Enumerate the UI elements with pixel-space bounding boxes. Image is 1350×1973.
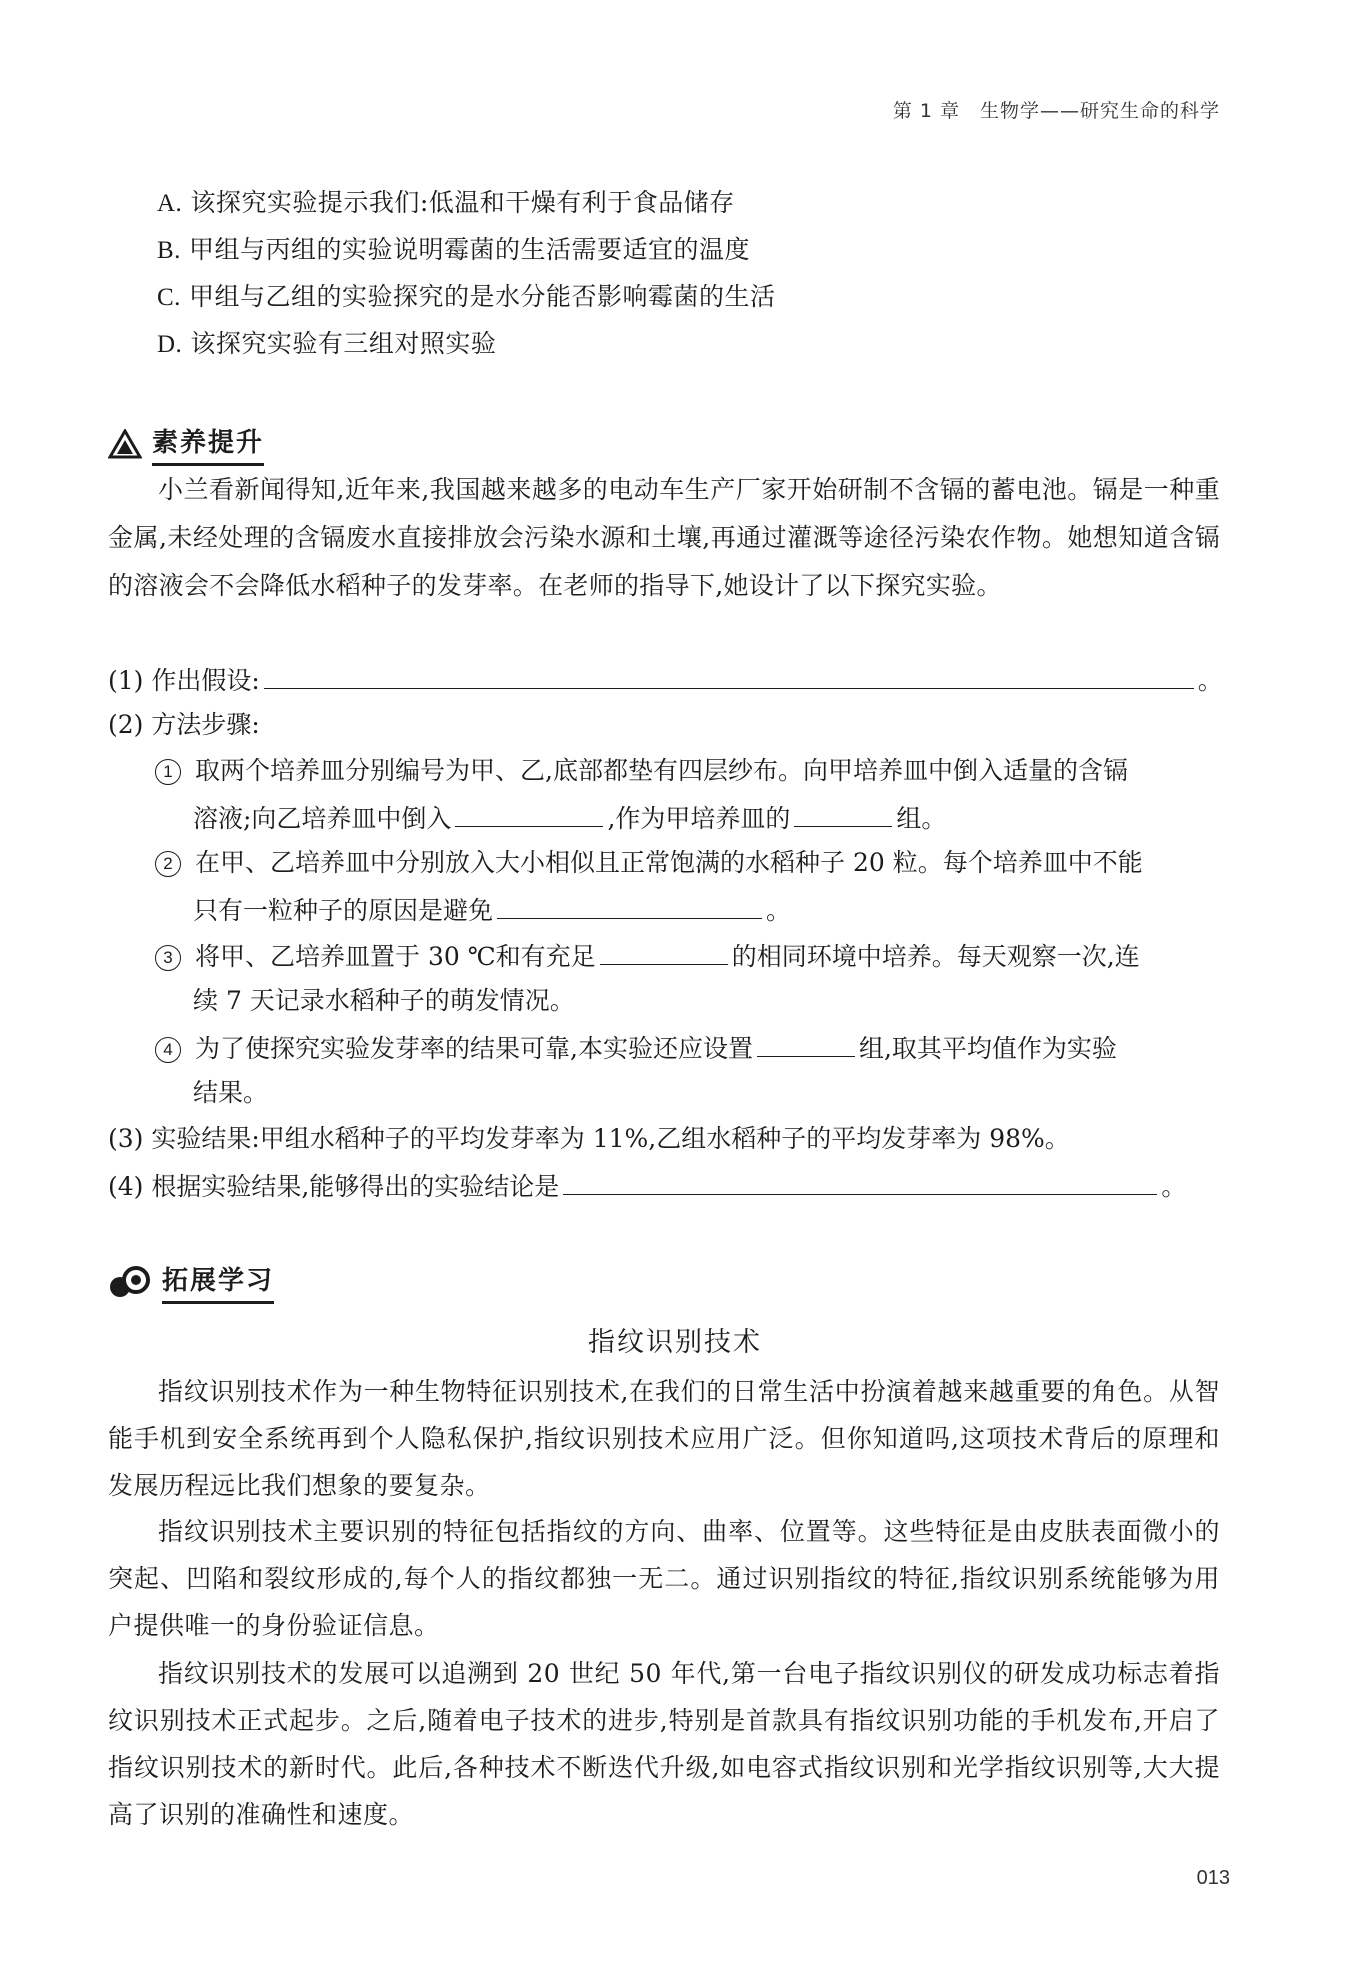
step-number: 4 xyxy=(155,1037,181,1063)
question-label: (2) 方法步骤: xyxy=(108,710,260,739)
running-header: 第 1 章 生物学——研究生命的科学 xyxy=(892,100,1220,122)
option-letter: C. xyxy=(157,284,181,311)
question-3 xyxy=(108,1122,1070,1156)
answer-blank xyxy=(757,1030,855,1057)
question-end: 。 xyxy=(1161,1172,1187,1201)
step-text: 。 xyxy=(766,896,792,925)
step-number: 3 xyxy=(155,945,181,971)
article-paragraph-1: 指纹识别技术作为一种生物特征识别技术,在我们的日常生活中扮演着越来越重要的角色。从智能手机到安全系统再到个人隐私保护,指纹识别技术应用广泛。但你知道吗,这项技术背后的原理和发展历程远比我们想象的要复杂。 xyxy=(108,1377,1220,1500)
option-d xyxy=(157,327,496,362)
answer-blank xyxy=(600,938,728,965)
question-end: 。 xyxy=(1197,666,1223,695)
question-4 xyxy=(108,1168,1186,1204)
step-text: 组,取其平均值作为实验 xyxy=(858,1034,1117,1063)
question-label: (1) 作出假设: xyxy=(108,666,260,695)
option-text: 甲组与乙组的实验探究的是水分能否影响霉菌的生活 xyxy=(188,282,776,311)
question-2 xyxy=(108,708,260,742)
article-paragraph-2: 指纹识别技术主要识别的特征包括指纹的方向、曲率、位置等。这些特征是由皮肤表面微小的突起、凹陷和裂纹形成的,每个人的指纹都独一无二。通过识别指纹的特征,指纹识别系统能够为用户提供唯一的身份验证信息。 xyxy=(108,1517,1220,1640)
option-b xyxy=(157,233,750,268)
option-text: 该探究实验有三组对照实验 xyxy=(190,329,497,358)
option-a xyxy=(157,186,735,221)
intro-paragraph: 小兰看新闻得知,近年来,我国越来越多的电动车生产厂家开始研制不含镉的蓄电池。镉是一种重金属,未经处理的含镉废水直接排放会污染水源和土壤,再通过灌溉等途径污染农作物。她想知道含镉的溶液会不会降低水稻种子的发芽率。在老师的指导下,她设计了以下探究实验。 xyxy=(108,475,1220,600)
step-text: 溶液;向乙培养皿中倒入 xyxy=(193,804,452,833)
section-heading-suyang xyxy=(108,422,264,466)
step-1-line-1 xyxy=(155,754,1128,788)
step-number: 1 xyxy=(155,759,181,785)
step-1-line-2 xyxy=(193,800,946,836)
option-letter: A. xyxy=(157,190,183,217)
option-c xyxy=(157,280,775,315)
answer-blank xyxy=(264,662,1194,689)
step-number: 2 xyxy=(155,851,181,877)
question-1 xyxy=(108,662,1223,698)
option-letter: B. xyxy=(157,237,181,264)
section-title: 拓展学习 xyxy=(162,1260,274,1304)
step-2-line-2 xyxy=(193,892,791,928)
article-title: 指纹识别技术 xyxy=(588,1327,762,1358)
section-title: 素养提升 xyxy=(152,422,264,466)
step-text: 的相同环境中培养。每天观察一次,连 xyxy=(731,942,1140,971)
triangle-icon xyxy=(108,429,142,459)
article-paragraph-3: 指纹识别技术的发展可以追溯到 20 世纪 50 年代,第一台电子指纹识别仪的研发成功标志着指纹识别技术正式起步。之后,随着电子技术的进步,特别是首款具有指纹识别功能的手机发布,开启了指纹识别技术的新时代。此后,各种技术不断迭代升级,如电容式指纹识别和光学指纹识别等,大大提高了识别的准确性和速度。 xyxy=(108,1659,1220,1829)
step-text: 结果。 xyxy=(193,1078,269,1107)
question-label: (4) 根据实验结果,能够得出的实验结论是 xyxy=(108,1172,560,1201)
step-text: 取两个培养皿分别编号为甲、乙,底部都垫有四层纱布。向甲培养皿中倒入适量的含镉 xyxy=(195,756,1128,785)
page-number: 013 xyxy=(1196,1867,1230,1889)
step-text: 在甲、乙培养皿中分别放入大小相似且正常饱满的水稻种子 20 粒。每个培养皿中不能 xyxy=(195,848,1143,877)
answer-blank xyxy=(563,1168,1157,1195)
step-text: 只有一粒种子的原因是避免 xyxy=(193,896,494,925)
step-text: 续 7 天记录水稻种子的萌发情况。 xyxy=(193,986,575,1015)
step-3-line-1 xyxy=(155,938,1140,974)
question-text: (3) 实验结果:甲组水稻种子的平均发芽率为 11%,乙组水稻种子的平均发芽率为 98%。 xyxy=(108,1124,1070,1153)
step-2-line-1 xyxy=(155,846,1143,880)
option-text: 该探究实验提示我们:低温和干燥有利于食品储存 xyxy=(190,188,735,217)
answer-blank xyxy=(497,892,762,919)
step-text: ,作为甲培养皿的 xyxy=(607,804,791,833)
option-text: 甲组与丙组的实验说明霉菌的生活需要适宜的温度 xyxy=(188,235,750,264)
step-text: 组。 xyxy=(896,804,947,833)
step-4-line-1 xyxy=(155,1030,1117,1066)
answer-blank xyxy=(794,800,892,827)
step-text: 将甲、乙培养皿置于 30 ℃和有充足 xyxy=(195,942,596,971)
step-4-line-2 xyxy=(193,1076,268,1110)
step-3-line-2 xyxy=(193,984,575,1018)
section-heading-tuozhan xyxy=(108,1260,274,1304)
step-text: 为了使探究实验发芽率的结果可靠,本实验还应设置 xyxy=(195,1034,753,1063)
magnifier-icon xyxy=(108,1265,152,1299)
option-letter: D. xyxy=(157,331,183,358)
answer-blank xyxy=(455,800,603,827)
